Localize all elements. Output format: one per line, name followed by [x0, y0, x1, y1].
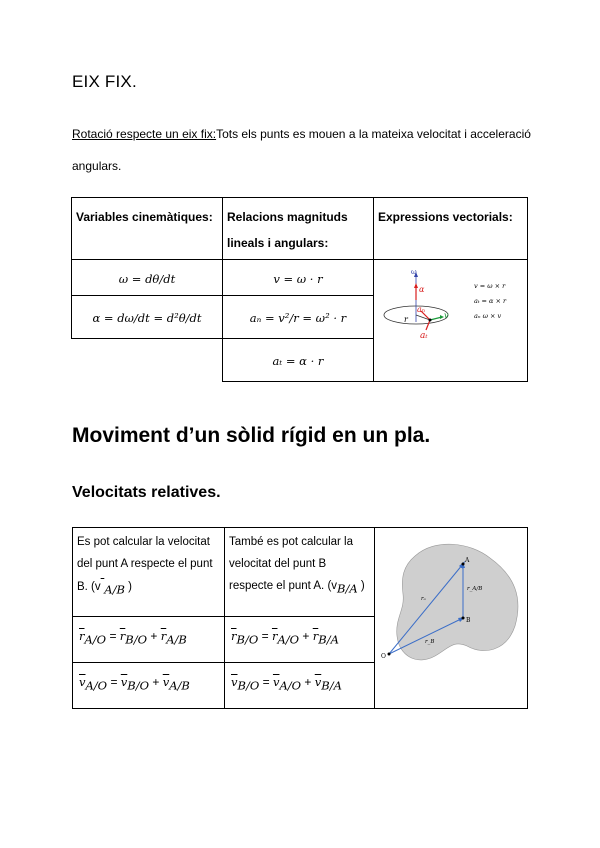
cell-rigid-body-figure [375, 528, 528, 709]
cell-eq-v-bo: $\overline{v}_{B/O} = \overline{v}_{A/O} + \overline{v}_{B/A}$ [225, 663, 375, 709]
label-rA: rₐ [421, 596, 426, 602]
cell-empty [72, 339, 223, 382]
label-rAB: r_A/B [467, 586, 483, 592]
cell-vba-description: També es pot calcular la velocitat del punt B respecte el punt A. ($v_{B/A}$ ) [225, 528, 375, 617]
intro-text: Tots els punts es mouen a la mateixa velocitat i acceleració angulars. [72, 127, 531, 173]
cell-omega-def [72, 260, 223, 296]
header-relations: Relacions magnituds lineals i angulars: [222, 198, 373, 260]
eq-at: aₜ = α · r [272, 354, 324, 368]
label-rB: r_B [425, 639, 435, 645]
rigid-body-blob [397, 544, 518, 660]
cell-alpha-def [72, 296, 223, 339]
section-title-rigid-body: Moviment d’un sòlid rígid en un pla. [72, 424, 431, 447]
eq-an: aₙ = v²/r = ω² · r [249, 311, 347, 325]
alpha-arrowhead [414, 283, 418, 288]
cell-eq-r-ao: $\overline{r}_{A/O} = \overline{r}_{B/O} + \overline{r}_{A/B}$ [73, 617, 225, 663]
eq-v-cross: v = ω × r [473, 282, 506, 290]
cell-vab-description: Es pot calcular la velocitat del punt A respecte el punt B. (v $_{A/B}$ ) [73, 528, 225, 617]
point-O [388, 653, 391, 656]
eq-v: v = ω · r [273, 272, 323, 286]
relative-velocity-table [72, 527, 528, 709]
cell-eq-v-ao: $\overline{v}_{A/O} = \overline{v}_{B/O} + \overline{v}_{A/B}$ [73, 663, 225, 709]
section-title-relative-velocities: Velocitats relatives. [72, 484, 221, 501]
rigid-body-diagram [375, 528, 527, 708]
label-A: A [465, 557, 470, 564]
at-label: aₜ [419, 331, 428, 341]
at-vector [426, 320, 430, 330]
cell-vector-figure [373, 260, 527, 382]
vba-sub: B/A [337, 581, 358, 596]
cell-v-relation [222, 260, 373, 296]
intro-paragraph [72, 118, 532, 182]
eq-omega: ω = dθ/dt [118, 272, 176, 286]
rotation-diagram [374, 260, 524, 380]
header-vectorial: Expressions vectorials: [373, 198, 527, 260]
eq-at-cross: aₜ = α × r [473, 297, 507, 305]
vba-text: També es pot calcular la velocitat del punt B respecte el punt A. (v [229, 536, 354, 592]
kinematics-table [71, 197, 528, 382]
alpha-label: α [418, 285, 425, 294]
vab-sub: A/B [104, 582, 125, 597]
point-B [462, 617, 465, 620]
eq-an-cross: aₙ ω × v [473, 312, 502, 320]
label-B: B [466, 617, 471, 624]
v-label: v [443, 311, 449, 320]
radius-label: r [403, 315, 408, 324]
cell-at-relation [222, 339, 373, 382]
cell-eq-r-bo: $\overline{r}_{B/O} = \overline{r}_{A/O} + \overline{r}_{B/A}$ [225, 617, 375, 663]
cell-an-relation [222, 296, 373, 339]
axis-omega-label: ω [410, 268, 417, 276]
header-variables: Variables cinemàtiques: [72, 198, 223, 260]
eq-alpha: α = dω/dt = d²θ/dt [92, 311, 202, 325]
point-on-ring [428, 319, 431, 322]
label-O: O [381, 653, 386, 660]
vab-text: Es pot calcular la velocitat del punt A respecte el punt B. (v [77, 536, 213, 593]
intro-link: Rotació respecte un eix fix: [72, 127, 217, 141]
section-title-eix-fix: EIX FIX. [72, 72, 137, 91]
an-label: aₙ [416, 305, 425, 314]
